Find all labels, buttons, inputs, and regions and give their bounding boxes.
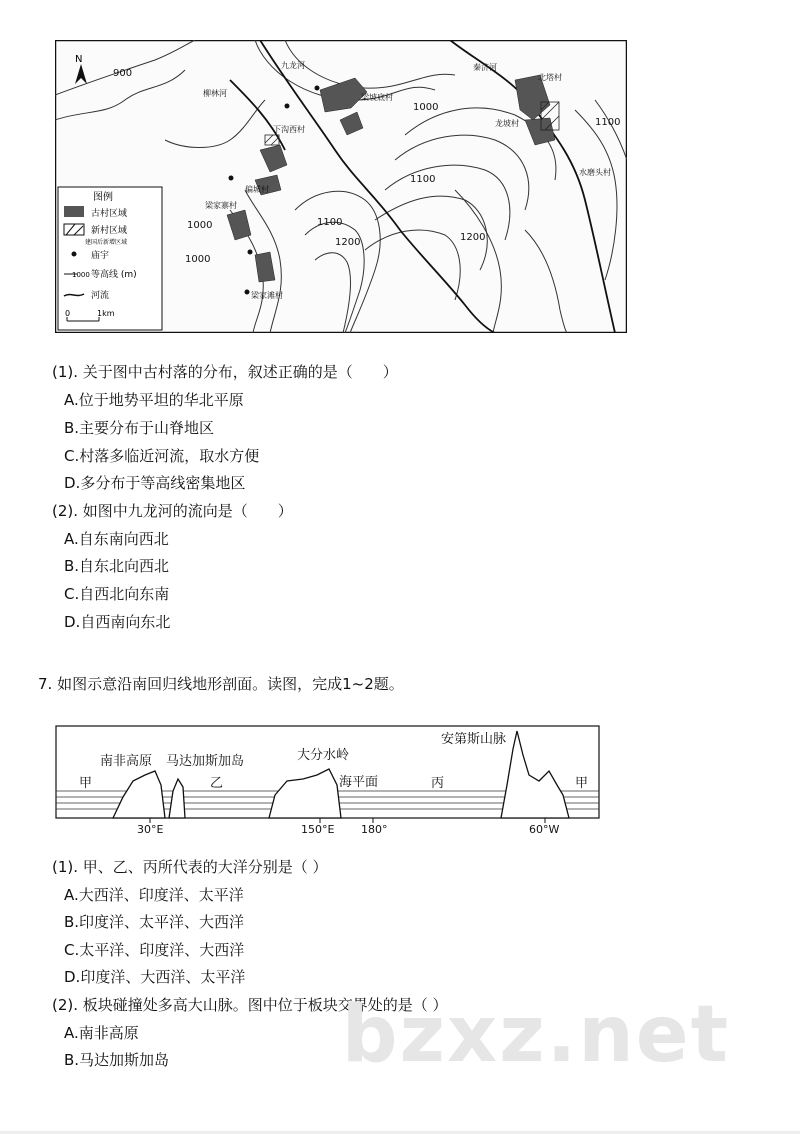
legend-contour-sample: 1000 [72, 271, 90, 279]
river-label: 秦济河 [473, 63, 497, 72]
option-a[interactable]: A.位于地势平坦的华北平原 [64, 391, 244, 409]
question-7-1-stem: (1). 甲、乙、丙所代表的大洋分别是（ ） [52, 858, 328, 876]
question-7-stem: 7. 如图示意沿南回归线地形剖面。读图，完成1~2题。 [38, 675, 404, 693]
scale-label: 1km [97, 309, 115, 318]
option-a[interactable]: A.南非高原 [64, 1024, 139, 1042]
option-c[interactable]: C.村落多临近河流，取水方便 [64, 447, 260, 465]
question-7-2-stem: (2). 板块碰撞处多高大山脉。图中位于板块交界处的是（ ） [52, 996, 448, 1014]
option-a[interactable]: A.自东南向西北 [64, 530, 169, 548]
village-label: 北塔村 [538, 73, 562, 82]
village-label: 梁家滩村 [251, 291, 283, 300]
landform-label: 大分水岭 [297, 748, 350, 763]
option-b[interactable]: B.马达加斯加岛 [64, 1051, 170, 1069]
legend-item: 新村区域 [91, 226, 128, 236]
contour-label: 1000 [187, 220, 213, 231]
option-b[interactable]: B.自东北向西北 [64, 557, 170, 575]
contour-label: 1000 [185, 254, 211, 265]
ocean-label: 乙 [210, 776, 224, 791]
scale-zero: 0 [65, 309, 71, 318]
legend-title: 图例 [93, 192, 113, 203]
contour-label: 1100 [595, 117, 621, 128]
contour-map [55, 40, 627, 333]
terrain-profile [55, 725, 600, 835]
ocean-label: 甲 [575, 776, 589, 791]
river-label: 九龙河 [281, 61, 305, 70]
question-6-2-stem: (2). 如图中九龙河的流向是（ ） [52, 502, 293, 520]
option-d[interactable]: D.多分布于等高线密集地区 [64, 474, 246, 492]
option-b[interactable]: B.印度洋、太平洋、大西洋 [64, 913, 245, 931]
tick-label: 180° [361, 823, 388, 835]
legend-item: 河流 [91, 291, 110, 301]
ocean-label: 甲 [79, 776, 93, 791]
north-label: N [75, 54, 83, 65]
sea-level-label: 海平面 [339, 775, 379, 790]
contour-label: 1200 [335, 237, 361, 248]
option-c[interactable]: C.自西北向东南 [64, 585, 170, 603]
option-c[interactable]: C.太平洋、印度洋、大西洋 [64, 941, 245, 959]
legend-item: 庙宇 [91, 251, 110, 261]
tick-label: 30°E [137, 823, 164, 835]
landform-label: 南非高原 [100, 754, 153, 769]
option-d[interactable]: D.印度洋、大西洋、太平洋 [64, 968, 246, 986]
tick-label: 150°E [301, 823, 335, 835]
legend-item: 古村区域 [91, 209, 128, 219]
landform-label: 马达加斯加岛 [166, 754, 245, 769]
contour-label: 1200 [460, 232, 486, 243]
contour-label: 900 [113, 68, 133, 79]
option-b[interactable]: B.主要分布于山脊地区 [64, 419, 215, 437]
map-legend [58, 187, 162, 330]
contour-label: 1000 [413, 102, 439, 113]
village-label: 梁家寨村 [205, 201, 237, 210]
contour-label: 1100 [317, 217, 343, 228]
contour-label: 1100 [410, 174, 436, 185]
option-a[interactable]: A.大西洋、印度洋、太平洋 [64, 886, 244, 904]
option-d[interactable]: D.自西南向东北 [64, 613, 171, 631]
ocean-label: 丙 [431, 776, 445, 791]
village-label: 下沟西村 [273, 125, 305, 134]
village-label: 龙坡村 [495, 119, 519, 128]
village-label: 梁坡底村 [361, 93, 393, 102]
tick-label: 60°W [529, 823, 560, 835]
landform-label: 安第斯山脉 [441, 732, 507, 747]
village-label: 水磨头村 [579, 168, 611, 177]
watermark: bzxz.net [341, 990, 730, 1080]
legend-item: 等高线 (m) [91, 270, 137, 280]
question-6-1-stem: (1). 关于图中古村落的分布，叙述正确的是（ ） [52, 363, 398, 381]
village-label: 偏城村 [245, 185, 269, 194]
river-label: 柳林河 [203, 89, 227, 98]
legend-item: 建国后新增区域 [85, 239, 128, 246]
